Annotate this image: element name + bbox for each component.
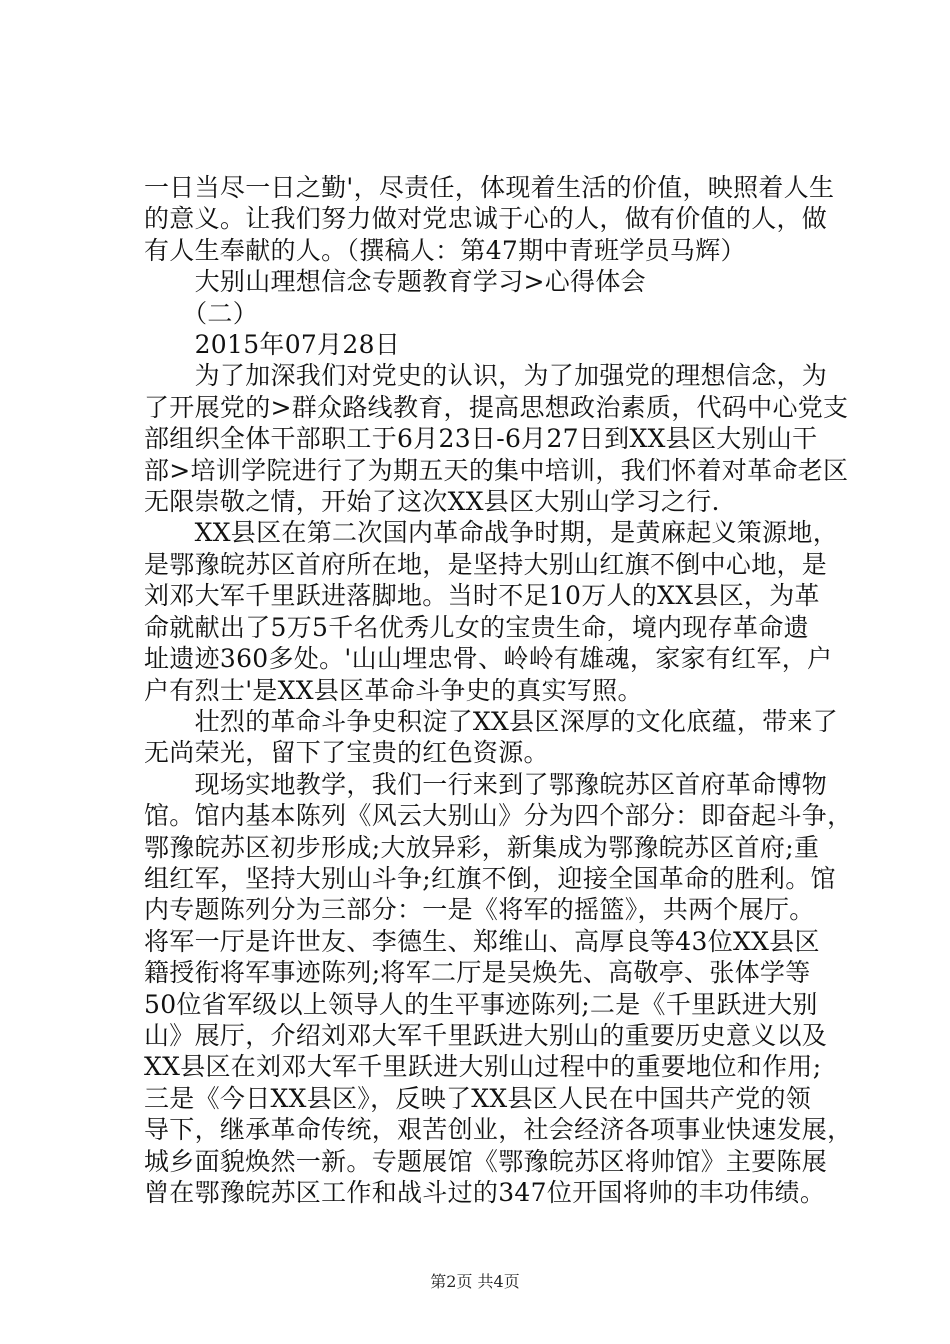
text-line: 组红军，坚持大别山斗争;红旗不倒，迎接全国革命的胜利。馆 xyxy=(144,863,836,893)
text-line: 了开展党的>群众路线教育，提高思想政治素质，代码中心党支 xyxy=(144,392,849,422)
text-line: XX县区在第二次国内革命战争时期，是黄麻起义策源地， xyxy=(144,518,838,548)
text-line: 部>培训学院进行了为期五天的集中培训，我们怀着对革命老区 xyxy=(144,455,849,485)
text-line: 户有烈士'是XX县区革命斗争史的真实写照。 xyxy=(144,675,643,705)
section-number: （二） xyxy=(144,298,259,328)
document-date: 2015年07月28日 xyxy=(144,330,401,360)
text-line: 三是《今日XX县区》，反映了XX县区人民在中国共产党的领 xyxy=(144,1083,812,1113)
text-line: 有人生奉献的人。（撰稿人：第47期中青班学员马辉） xyxy=(144,235,746,265)
text-line: 籍授衔将军事迹陈列;将军二厅是吴焕先、高敬亭、张体学等 xyxy=(144,958,811,988)
section-title: 大别山理想信念专题教育学习>心得体会 xyxy=(144,267,646,297)
text-line: 壮烈的革命斗争史积淀了XX县区深厚的文化底蕴，带来了 xyxy=(144,706,838,736)
text-line: XX县区在刘邓大军千里跃进大别山过程中的重要地位和作用; xyxy=(144,1052,822,1082)
page-number: 第2页 共4页 xyxy=(430,1272,520,1291)
text-line: 的意义。让我们努力做对党忠诚于心的人，做有价值的人，做 xyxy=(144,204,828,234)
text-line: 山》展厅，介绍刘邓大军千里跃进大别山的重要历史意义以及 xyxy=(144,1020,828,1050)
text-line: 内专题陈列分为三部分：一是《将军的摇篮》，共两个展厅。 xyxy=(144,895,815,925)
text-line: 为了加深我们对党史的认识，为了加强党的理想信念，为 xyxy=(144,361,828,391)
text-line: 导下，继承革命传统，艰苦创业，社会经济各项事业快速发展， xyxy=(144,1115,853,1145)
text-line: 一日当尽一日之勤'，尽责任，体现着生活的价值，映照着人生 xyxy=(144,173,835,202)
text-line: 无尚荣光，留下了宝贵的红色资源。 xyxy=(144,738,549,768)
text-line: 部组织全体干部职工于6月23日-6月27日到XX县区大别山干 xyxy=(144,424,818,454)
text-line: 是鄂豫皖苏区首府所在地，是坚持大别山红旗不倒中心地，是 xyxy=(144,549,828,579)
text-line: 曾在鄂豫皖苏区工作和战斗过的347位开国将帅的丰功伟绩。 xyxy=(144,1178,826,1207)
text-line: 现场实地教学，我们一行来到了鄂豫皖苏区首府革命博物 xyxy=(144,769,828,799)
text-line: 刘邓大军千里跃进落脚地。当时不足10万人的XX县区，为革 xyxy=(144,581,820,611)
text-line: 馆。馆内基本陈列《风云大别山》分为四个部分：即奋起斗争， xyxy=(144,801,853,831)
text-line: 命就献出了5万5千名优秀儿女的宝贵生命，境内现存革命遗 xyxy=(144,612,809,642)
document-body xyxy=(144,172,853,1208)
page-footer xyxy=(0,1272,950,1292)
text-line: 址遗迹360多处。'山山埋忠骨、岭岭有雄魂，家家有红军，户 xyxy=(144,644,833,674)
text-line: 无限崇敬之情，开始了这次XX县区大别山学习之行. xyxy=(144,487,720,517)
text-line: 50位省军级以上领导人的生平事迹陈列;二是《千里跃进大别 xyxy=(144,989,818,1019)
text-line: 将军一厅是许世友、李德生、郑维山、高厚良等43位XX县区 xyxy=(144,926,820,956)
text-line: 鄂豫皖苏区初步形成;大放异彩，新集成为鄂豫皖苏区首府;重 xyxy=(144,832,820,862)
text-line: 城乡面貌焕然一新。专题展馆《鄂豫皖苏区将帅馆》主要陈展 xyxy=(144,1146,828,1176)
